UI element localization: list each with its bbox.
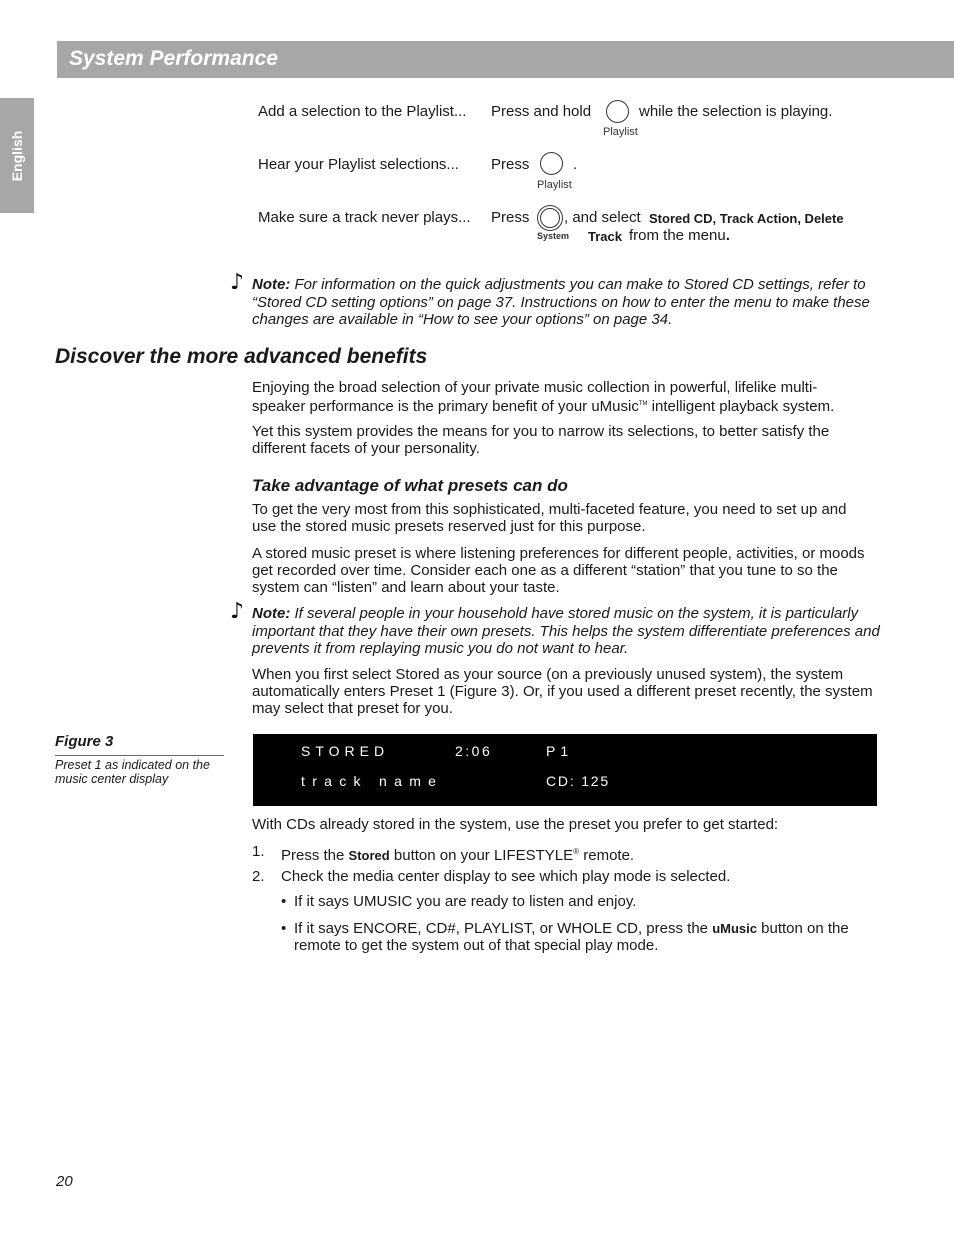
- step-1-end: remote.: [579, 847, 635, 864]
- subsection-para-2-line-2: get recorded over time. Consider each one as a different “station” that you tune to so the: [252, 562, 838, 579]
- registered-symbol: ®: [573, 847, 580, 856]
- section-heading: Discover the more advanced benefits: [55, 345, 428, 368]
- instruction-3-menu-items-cont: Track: [588, 229, 622, 244]
- instruction-3-action-post: , and select: [564, 209, 641, 226]
- trademark-symbol: TM: [638, 401, 648, 407]
- note-1-line-3: changes are available in “How to see your options” on page 34.: [252, 311, 673, 328]
- note-2-line-2: important that they have their own presets. This helps the system differentiate preferences and: [252, 623, 880, 640]
- umusic-button-name: uMusic: [712, 921, 757, 936]
- section-para-1-line-2: [252, 396, 834, 415]
- figure-rule: [55, 755, 224, 756]
- note-2-line-3: prevents it from replaying music you do not want to hear.: [252, 640, 629, 657]
- figure-caption-line-2: music center display: [55, 772, 169, 786]
- para-3-line-3: may select that preset for you.: [252, 700, 453, 717]
- bullet-1-mark: •: [281, 893, 287, 910]
- instruction-1-label: Add a selection to the Playlist...: [258, 103, 467, 120]
- note-2-text: If several people in your household have stored music on the system, it is particularly: [294, 605, 859, 622]
- instruction-3-action-end: from the menu: [629, 227, 726, 244]
- instruction-3-menu-items: Stored CD, Track Action, Delete: [649, 211, 844, 226]
- language-tab: [0, 98, 34, 213]
- bullet-2-post: button on the: [761, 920, 849, 937]
- display-track-name: track name: [301, 773, 444, 789]
- bullet-2-mark: •: [281, 920, 287, 937]
- playlist-button-icon: [540, 152, 563, 175]
- music-note-icon: ♪: [230, 599, 245, 624]
- instruction-2-action-pre: Press: [491, 156, 530, 173]
- display-preset: P1: [546, 743, 574, 759]
- display-source: STORED: [301, 743, 390, 759]
- playlist-button-label: Playlist: [603, 126, 638, 138]
- playlist-button-label: Playlist: [537, 179, 572, 191]
- step-1-number: 1.: [252, 843, 265, 860]
- step-1-post: button on your LIFESTYLE: [393, 847, 574, 864]
- display-time: 2:06: [455, 743, 493, 759]
- page-title: System Performance: [69, 47, 278, 70]
- subsection-heading: Take advantage of what presets can do: [252, 476, 568, 495]
- section-para-1-text: speaker performance is the primary benefit of your uMusic: [252, 398, 639, 415]
- step-1-text: [281, 843, 634, 864]
- header-bar: [57, 41, 954, 78]
- figure-title: Figure 3: [55, 733, 114, 750]
- figure-caption-line-1: Preset 1 as indicated on the: [55, 758, 210, 772]
- step-2-number: 2.: [252, 868, 265, 885]
- display-cd-count: CD: 125: [546, 773, 610, 789]
- section-para-1-text-end: intelligent playback system.: [647, 398, 835, 415]
- bullet-2-pre: If it says ENCORE, CD#, PLAYLIST, or WHOLE CD, press the: [294, 920, 709, 937]
- note-1-line-1: [252, 276, 866, 294]
- section-para-2-line-1: Yet this system provides the means for you to narrow its selections, to better satisfy the: [252, 423, 830, 440]
- section-para-2-line-2: different facets of your personality.: [252, 440, 480, 457]
- note-1-label: Note:: [252, 276, 291, 293]
- playlist-button-icon: [606, 100, 629, 123]
- subsection-para-1-line-2: use the stored music presets reserved just for this purpose.: [252, 518, 646, 535]
- bullet-2-line-2: remote to get the system out of that special play mode.: [294, 937, 659, 954]
- steps-intro: With CDs already stored in the system, use the preset you prefer to get started:: [252, 816, 779, 833]
- note-1-line-2: “Stored CD setting options” on page 37. Instructions on how to enter the menu to make these: [252, 294, 870, 311]
- instruction-3-dot: .: [725, 227, 730, 244]
- music-center-display: [253, 734, 877, 806]
- para-3-line-1: When you first select Stored as your source (on a previously unused system), the system: [252, 666, 844, 683]
- stored-button-name: Stored: [348, 848, 390, 863]
- system-button-icon: [540, 208, 560, 228]
- page-number: 20: [56, 1173, 73, 1190]
- music-note-icon: ♪: [230, 270, 245, 295]
- instruction-1-action-post: while the selection is playing.: [639, 103, 833, 120]
- step-2-text: Check the media center display to see which play mode is selected.: [281, 868, 731, 885]
- subsection-para-1-line-1: To get the very most from this sophisticated, multi-faceted feature, you need to set up and: [252, 501, 847, 518]
- system-button-label: System: [537, 231, 570, 241]
- instruction-2-label: Hear your Playlist selections...: [258, 156, 459, 173]
- para-3-line-2: automatically enters Preset 1 (Figure 3). Or, if you used a different preset recently, the system: [252, 683, 873, 700]
- bullet-2-text: [294, 920, 849, 937]
- note-2-label: Note:: [252, 605, 291, 622]
- note-1-text: For information on the quick adjustments you can make to Stored CD settings, refer to: [294, 276, 866, 293]
- instruction-1-action-pre: Press and hold: [491, 103, 592, 120]
- section-para-1-line-1: Enjoying the broad selection of your private music collection in powerful, lifelike multi-: [252, 379, 818, 396]
- instruction-2-action-post: .: [573, 156, 578, 173]
- subsection-para-2-line-1: A stored music preset is where listening preferences for different people, activities, or moods: [252, 545, 865, 562]
- subsection-para-2-line-3: system can “listen” and learn about your taste.: [252, 579, 560, 596]
- note-2-line-1: [252, 605, 858, 623]
- step-1-pre: Press the: [281, 847, 345, 864]
- instruction-3-action-pre: Press: [491, 209, 530, 226]
- bullet-1-text: If it says UMUSIC you are ready to listen and enjoy.: [294, 893, 637, 910]
- language-tab-label: English: [9, 130, 25, 181]
- instruction-3-end: [629, 227, 730, 245]
- instruction-3-label: Make sure a track never plays...: [258, 209, 471, 226]
